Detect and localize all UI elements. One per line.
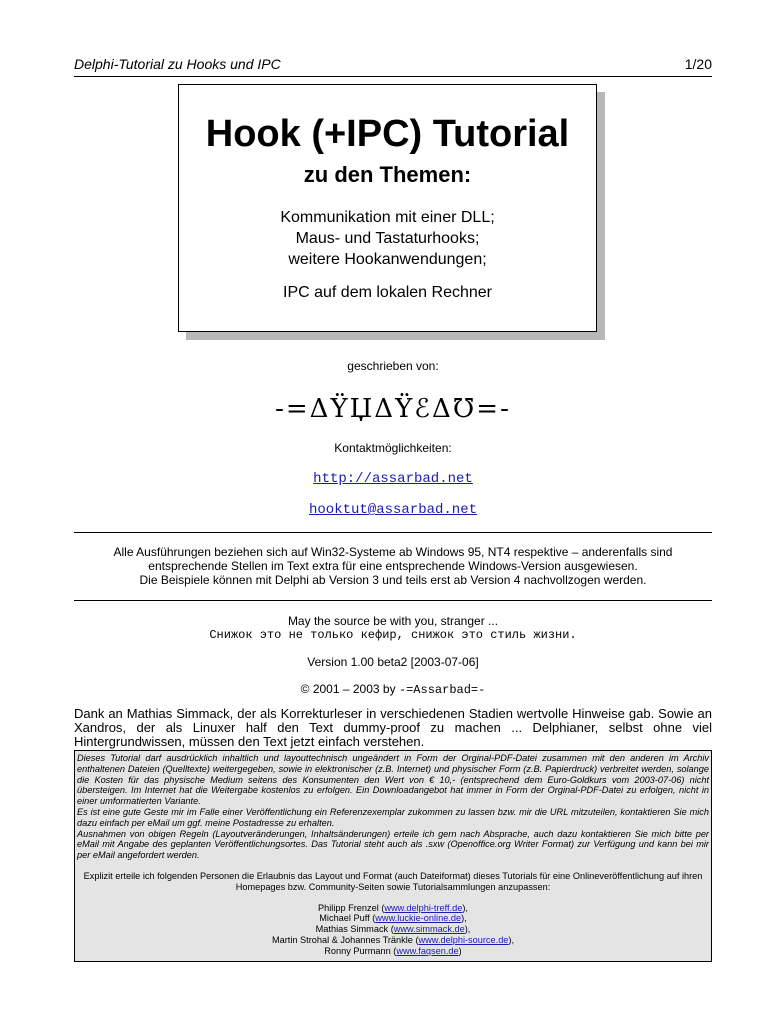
contact-label: Kontaktmöglichkeiten:: [334, 441, 452, 455]
credit-entry: Michael Puff (www.luckie-online.de),: [319, 913, 467, 924]
page-number: 1/20: [684, 56, 712, 72]
credit-link[interactable]: www.simmack.de: [393, 924, 465, 935]
topic-ipc: IPC auf dem lokalen Rechner: [283, 284, 492, 301]
notice-line: Alle Ausführungen beziehen sich auf Win32-Systeme ab Windows 95, NT4 respektive – anderenfalls sind: [113, 545, 673, 559]
copyright-author: -=Assarbad=-: [398, 683, 486, 697]
website-link[interactable]: http://assarbad.net: [313, 471, 473, 487]
license-paragraph: Dieses Tutorial darf ausdrücklich inhaltlich und layouttechnisch ungeändert in Form der Orginal-PDF-Datei zusammen mit den anderen im Archiv enthaltenen Dateien (Quelltexte) weitergegeben, sowie in elektronischer (z.B. Internet) und physischer Form (z.B. Papierdruck) verbreitet werden, solange die Kosten für das physische Medium seitens des Konsumenten den Wert von € 10,- (entsprechend dem Euro-Goldkurs vom 2003-07-06) nicht übersteigen. Im Internet hat die Weitergabe kostenlos zu erfolgen. Ein Downloadangebot hat immer in Form der Orginal-PDF-Datei zu erfolgen, nicht in einer umformatierten Variante.: [77, 753, 709, 807]
written-by-label: geschrieben von:: [347, 359, 439, 373]
topic-item: weitere Hookanwendungen;: [288, 251, 487, 268]
document-subtitle: zu den Themen:: [303, 162, 472, 187]
credit-name: Martin Strohal & Johannes Tränkle: [271, 934, 413, 945]
credit-name: Philipp Frenzel: [318, 902, 379, 913]
website-row: [74, 469, 712, 487]
credit-entry: Martin Strohal & Johannes Tränkle (www.delphi-source.de),: [271, 934, 515, 945]
credit-entry: Mathias Simmack (www.simmack.de),: [315, 924, 471, 935]
license-paragraph: Es ist eine gute Geste mir im Falle einer Veröffentlichung ein Referenzexemplar zukommen zu lassen bzw. mir die URL mitzuteilen, kontaktieren Sie mich dazu einfach per eMail um ggf. meine Postadresse zu erhalten.: [77, 806, 709, 828]
credit-link[interactable]: www.delphi-source.de: [418, 934, 509, 945]
copyright-text: © 2001 – 2003 by: [300, 682, 399, 696]
page-header: [74, 56, 712, 77]
header-title: Delphi-Tutorial zu Hooks und IPC: [74, 56, 281, 72]
divider: [74, 532, 712, 533]
system-notice: [74, 545, 712, 587]
divider: [74, 600, 712, 601]
credits-paragraph: Explizit erteile ich folgenden Personen die Erlaubnis das Layout und Format (auch Dateiformat) dieses Tutorials für eine Onlineveröffentlichung auf ihren Homepages bzw. Community-Seiten sowie Tutorialsammlungen anzupassen:: [83, 870, 703, 892]
credit-link[interactable]: www.faqsen.de: [396, 945, 459, 956]
topic-item: Maus- und Tastaturhooks;: [295, 230, 480, 247]
notice-line: Die Beispiele können mit Delphi ab Version 3 und teils erst ab Version 4 nachvollzogen werden.: [139, 573, 647, 587]
email-link[interactable]: hooktut@assarbad.net: [308, 502, 478, 518]
credit-link[interactable]: www.luckie-online.de: [375, 913, 462, 924]
title-box: [178, 84, 597, 332]
credit-entry: Philipp Frenzel (www.delphi-treff.de),: [318, 902, 468, 913]
credit-entry: Ronny Purmann (www.faqsen.de): [324, 945, 462, 956]
document-title: Hook (+IPC) Tutorial: [205, 113, 570, 155]
notice-line: entsprechende Stellen im Text extra für eine entsprechende Windows-Version ausgewiesen.: [148, 559, 638, 573]
credit-link[interactable]: www.delphi-treff.de: [384, 902, 463, 913]
credit-name: Mathias Simmack: [315, 924, 389, 935]
license-box: [74, 750, 712, 962]
license-paragraph: Ausnahmen von obigen Regeln (Layoutveränderungen, Inhaltsänderungen) erteile ich gern nach Absprache, auch dazu kontaktieren Sie mich bitte per eMail mit Angabe des geplanten Veröffentlichungsortes. Das Tutorial steht auch als .sxw (Openoffice.org Writer Format) zur Verfügung und kann bei mir per eMail angefordert werden.: [77, 828, 709, 861]
credit-name: Ronny Purmann: [324, 945, 391, 956]
author-signature: -=ΔΫЏΔΫℰΔ℧=-: [275, 394, 511, 424]
acknowledgements: Dank an Mathias Simmack, der als Korrekturleser in verschiedenen Stadien wertvolle Hinweise gab. Sowie an Xandros, der als Linuxer half den Text dummy-proof zu machen ... Delphianer, selbst ohne viel Hintergrundwissen, müssen den Text jetzt einfach verstehen.: [74, 706, 712, 749]
motto-line: May the source be with you, stranger ...: [287, 614, 499, 628]
credit-name: Michael Puff: [319, 913, 370, 924]
topic-item: Kommunikation mit einer DLL;: [280, 209, 495, 226]
topics-list: [179, 207, 596, 270]
credits-list: [77, 903, 709, 957]
version-info: Version 1.00 beta2 [2003-07-06]: [307, 655, 479, 669]
copyright-line: [74, 682, 712, 697]
motto-russian: Снижок это не только кефир, снижок это стиль жизни.: [209, 628, 577, 642]
email-row: [74, 500, 712, 518]
